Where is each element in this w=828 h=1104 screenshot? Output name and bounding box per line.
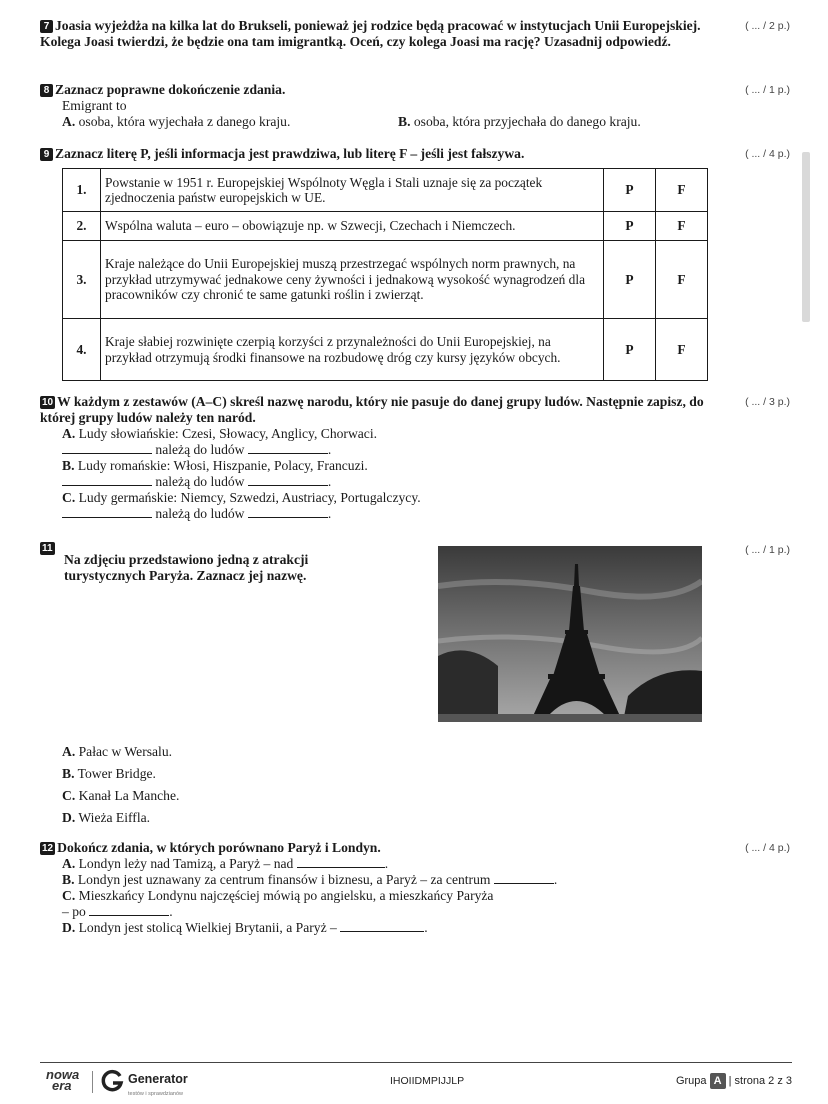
eiffel-tower-photo — [438, 546, 702, 722]
row-number: 1. — [63, 169, 101, 212]
task-10-answer-a[interactable]: należą do ludów . — [40, 442, 800, 458]
statement: Powstanie w 1951 r. Europejskiej Wspólnoty Węgla i Stali uznaje się za początek zjednoczenia państw europejskich w UE. — [101, 169, 604, 212]
logo-divider — [92, 1071, 93, 1093]
page-footer: nowa era Generator testów i sprawdzianów IHOIIDMPIJJLP Grupa A | strona 2 z 3 — [40, 1062, 792, 1096]
row-number: 2. — [63, 212, 101, 241]
task-8-question: 8 Zaznacz poprawne dokończenie zdania. — [40, 82, 800, 98]
task-11-option-b[interactable]: B. Tower Bridge. — [62, 766, 156, 781]
true-false-table — [62, 168, 708, 381]
task-7 — [40, 18, 800, 50]
group-page-info: Grupa A | strona 2 z 3 — [675, 1075, 792, 1087]
task-10 — [40, 394, 800, 522]
statement: Wspólna waluta – euro – obowiązuje np. w Szwecji, Czechach i Niemczech. — [101, 212, 604, 241]
option-p[interactable]: P — [604, 241, 656, 319]
option-f[interactable]: F — [656, 212, 708, 241]
task-7-number: 7 — [40, 20, 53, 33]
task-11-points: ( ... / 1 p.) — [745, 544, 790, 556]
generator-g-icon — [100, 1069, 124, 1093]
task-10-answer-c[interactable]: należą do ludów . — [40, 506, 800, 522]
task-10-answer-b[interactable]: należą do ludów . — [40, 474, 800, 490]
task-10-points: ( ... / 3 p.) — [745, 396, 790, 408]
task-12-question: 12 Dokończ zdania, w których porównano Paryż i Londyn. — [42, 840, 381, 855]
option-p[interactable]: P — [604, 169, 656, 212]
nowa-era-logo: nowa era — [46, 1067, 80, 1093]
option-p[interactable]: P — [604, 212, 656, 241]
statement: Kraje słabiej rozwinięte czerpią korzyści z przynależności do Unii Europejskiej, na przykład otrzymują środki finansowe na rozbudowę dróg czy kursy języków obcych. — [101, 319, 604, 381]
task-8-stem: Emigrant to — [62, 98, 127, 113]
task-7-points: ( ... / 2 p.) — [745, 20, 790, 32]
scrollbar[interactable] — [802, 152, 810, 322]
task-10-set-a: A. Ludy słowiańskie: Czesi, Słowacy, Anglicy, Chorwaci. — [62, 426, 378, 441]
task-9-points: ( ... / 4 p.) — [745, 148, 790, 160]
task-12-sentence-c-cont[interactable]: – po . — [62, 904, 173, 919]
task-10-set-b: B. Ludy romańskie: Włosi, Hiszpanie, Polacy, Francuzi. — [62, 458, 368, 473]
group-badge: A — [710, 1073, 726, 1089]
option-p[interactable]: P — [604, 319, 656, 381]
statement: Kraje należące do Unii Europejskiej muszą przestrzegać wspólnych norm prawnych, na przykład utrzymywać jednakowe ceny żywności i jednakową wysokość wynagrodzeń dla pracowników czy chronić te same gatunki roślin i zwierząt. — [101, 241, 604, 319]
task-8-option-a[interactable]: A. osoba, która wyjechała z danego kraju. — [62, 114, 291, 129]
task-11-number: 11 — [42, 543, 53, 554]
task-12-points: ( ... / 4 p.) — [745, 842, 790, 854]
task-8 — [40, 82, 800, 130]
task-7-question: 7 Joasia wyjeżdża na kilka lat do Brukseli, ponieważ jej rodzice będą pracować w instytucjach Unii Europejskiej. Kolega Joasi twierdzi, że będzie ona tam imigrantką. Oceń, czy kolega Joasi ma rację? Uzasadnij odpowiedź. — [40, 18, 701, 49]
task-9-number: 9 — [40, 148, 53, 161]
task-10-set-c: C. Ludy germańskie: Niemcy, Szwedzi, Austriacy, Portugalczycy. — [62, 490, 421, 505]
test-code: IHOIIDMPIJJLP — [390, 1075, 465, 1087]
option-f[interactable]: F — [656, 169, 708, 212]
table-row — [63, 319, 708, 381]
task-8-number: 8 — [40, 84, 53, 97]
task-12-sentence-a[interactable]: A. Londyn leży nad Tamizą, a Paryż – nad . — [62, 856, 389, 871]
task-10-question: 10 W każdym z zestawów (A–C) skreśl nazwę narodu, który nie pasuje do danej grupy ludów. Następnie zapisz, do której grupy ludów należy ten naród. — [40, 394, 704, 425]
task-9 — [40, 146, 800, 162]
task-8-points: ( ... / 1 p.) — [745, 84, 790, 96]
table-row — [63, 212, 708, 241]
task-12-sentence-c[interactable]: C. Mieszkańcy Londynu najczęściej mówią po angielsku, a mieszkańcy Paryża — [62, 888, 494, 903]
task-11-option-c[interactable]: C. Kanał La Manche. — [62, 788, 180, 803]
option-f[interactable]: F — [656, 241, 708, 319]
row-number: 4. — [63, 319, 101, 381]
task-11-options — [40, 744, 800, 826]
table-row — [63, 241, 708, 319]
task-8-option-b[interactable]: B. osoba, która przyjechała do danego kraju. — [398, 114, 641, 129]
task-12-sentence-d[interactable]: D. Londyn jest stolicą Wielkiej Brytanii, a Paryż – . — [62, 920, 428, 935]
table-row — [63, 169, 708, 212]
task-11-option-d[interactable]: D. Wieża Eiffla. — [62, 810, 151, 825]
option-f[interactable]: F — [656, 319, 708, 381]
task-11-question: Na zdjęciu przedstawiono jedną z atrakcji turystycznych Paryża. Zaznacz jej nazwę. — [64, 552, 309, 583]
task-11-option-a[interactable]: A. Pałac w Wersalu. — [62, 744, 173, 759]
task-9-question: 9 Zaznacz literę P, jeśli informacja jest prawdziwa, lub literę F – jeśli jest fałszywa. — [40, 146, 800, 162]
task-12-sentence-b[interactable]: B. Londyn jest uznawany za centrum finansów i biznesu, a Paryż – za centrum . — [62, 872, 558, 887]
task-12 — [40, 840, 800, 936]
task-12-number: 12 — [42, 843, 54, 854]
task-10-number: 10 — [42, 397, 54, 408]
row-number: 3. — [63, 241, 101, 319]
